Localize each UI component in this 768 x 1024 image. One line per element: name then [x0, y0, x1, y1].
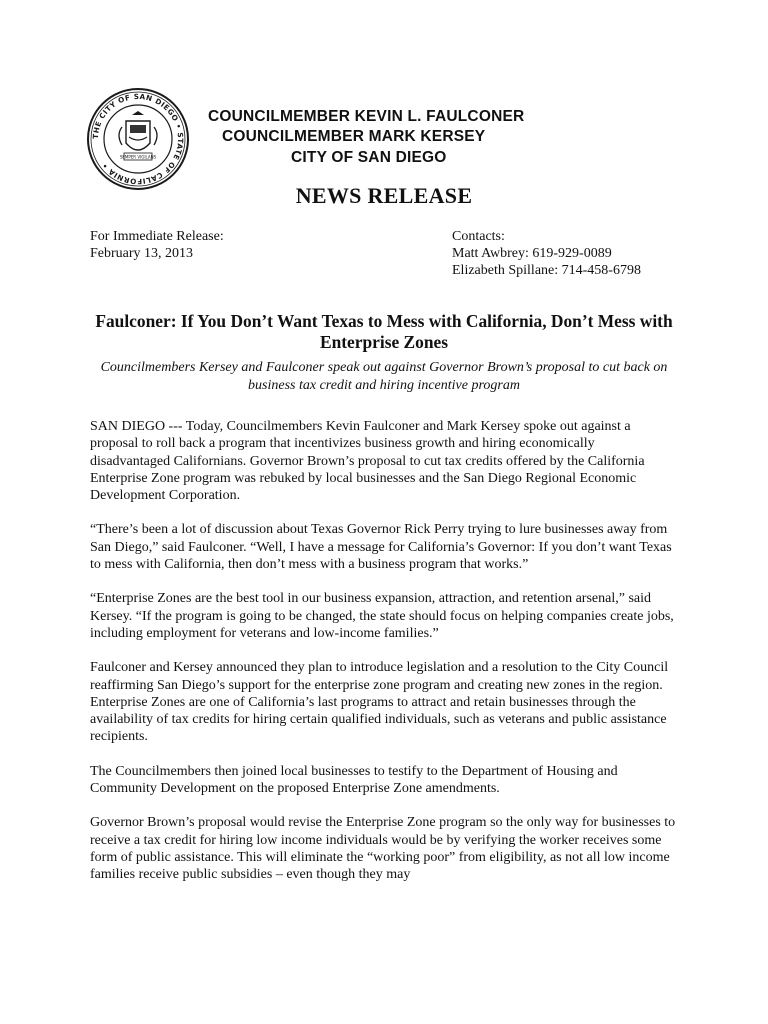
contact-item: Matt Awbrey: 619-929-0089 — [452, 246, 612, 261]
paragraph: “There’s been a lot of discussion about Texas Governor Rick Perry trying to lure businesses away from San Diego,” said Faulconer. “Well, I have a message for California’s Governor: If you don’t want Texas to mess with California, then don’t mess with a business program that works.” — [90, 522, 672, 573]
news-release-title: NEWS RELEASE — [295, 183, 473, 208]
paragraph: The Councilmembers then joined local businesses to testify to the Department of Housing and Community Development on the proposed Enterprise Zone amendments. — [90, 763, 618, 797]
release-info — [90, 228, 224, 262]
contacts-info — [452, 228, 641, 279]
paragraph: Faulconer and Kersey announced they plan to introduce legislation and a resolution to the City Council reaffirming San Diego’s support for the enterprise zone program and creating new zones in the region. Enterprise Zones are one of California’s last programs to attract and retain businesses through the availability of tax credits for hiring certain qualified individuals, such as veterans and public assistance recipients. — [90, 660, 669, 745]
release-date: February 13, 2013 — [90, 246, 194, 261]
contact-item: Elizabeth Spillane: 714-458-6798 — [452, 263, 641, 278]
seal-outer-text: THE CITY OF SAN DIEGO • STATE OF CALIFORNIA • — [90, 91, 186, 187]
seal-banner-text: SEMPER VIGILANS — [119, 154, 157, 160]
article-body — [90, 418, 678, 901]
headline: Faulconer: If You Don’t Want Texas to Mess with California, Don’t Mess with Enterprise Zones — [95, 311, 673, 352]
paragraph: Governor Brown’s proposal would revise the Enterprise Zone program so the only way for businesses to receive a tax credit for hiring low income individuals would be by verifying the worker receives some form of public assistance. This will eliminate the “working poor” from eligibility, as not all low income families receive public subsidies – even though they may — [90, 815, 676, 883]
subheadline: Councilmembers Kersey and Faulconer speak out against Governor Brown’s proposal to cut back on business tax credit and hiring incentive program — [100, 360, 668, 393]
letterhead-councilmember-faulconer: COUNCILMEMBER KEVIN L. FAULCONER — [208, 108, 525, 125]
letterhead-councilmember-kersey: COUNCILMEMBER MARK KERSEY — [222, 128, 486, 145]
paragraph: SAN DIEGO --- Today, Councilmembers Kevin Faulconer and Mark Kersey spoke out against a proposal to roll back a program that incentivizes business growth and hiring economically disadvantaged Californians. Governor Brown’s proposal to cut tax credits offered by the California Enterprise Zone program was rebuked by local businesses and the San Diego Regional Economic Development Corporation. — [90, 419, 645, 504]
svg-text:THE CITY OF SAN DIEGO • STATE — [91, 92, 185, 186]
letterhead-city: CITY OF SAN DIEGO — [291, 149, 447, 166]
paragraph: “Enterprise Zones are the best tool in our business expansion, attraction, and retention arsenal,” said Kersey. “If the program is going to be changed, the state should focus on helping companies create jobs, including employment for veterans and low-income families.” — [90, 591, 674, 641]
city-seal-logo — [86, 87, 190, 191]
release-label: For Immediate Release: — [90, 229, 224, 244]
contacts-label: Contacts: — [452, 229, 505, 244]
